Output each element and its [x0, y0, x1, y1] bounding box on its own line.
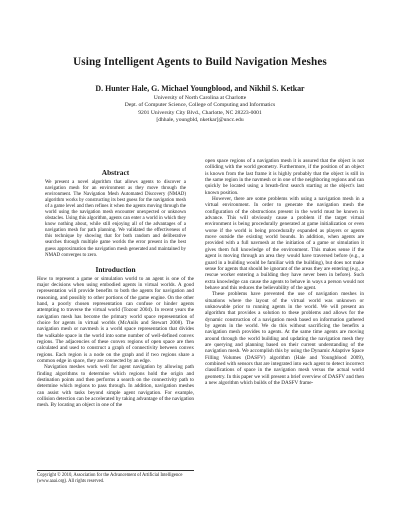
introduction-heading: Introduction [95, 264, 136, 274]
paper-title: Using Intelligent Agents to Build Navigation Meshes [73, 56, 327, 68]
affiliation-line: 9201 University City Blvd., Charlotte, NC 28223-0001 [138, 109, 262, 116]
body-paragraph: However, there are some problems with using a navigation mesh in a virtual environment. In order to generate the navigation mesh the configuration of the obstructions present in the world must be known in advance. This will obviously cause a problem if the target virtual environment is being procedurally generated at game initialization or even worse if the world is being procedurally expanded as players or agents move outside the existing world bounds. In addition, when agents are provided with a full navmesh at the initiation of a game or simulation it gives them full knowledge of the environment. This makes sense if the agent is moving through an area they would have traversed before (e.g., a guard in a building would be familiar with the building), but does not make sense for agents that should be ignorant of the areas they are entering (e.g., a rescue worker entering a building they have never been in before). Such extra knowledge can cause the agents to behave in ways a person would not behave and this reduces the believability of the agent. [205, 196, 364, 291]
right-column [205, 158, 364, 386]
body-paragraph: These problems have prevented the use of navigation meshes in situations where the layout of the virtual world was unknown or unknowable prior to running agents in the world. We will present an algorithm that provides a solution to these problems and allows for the dynamic construction of a navigation mesh based on information gathered by agents in the world. We do this without sacrificing the benefits a navigation mesh provides to agents. At the same time agents are moving around through the world building and updating the navigation mesh they are querying and planning based on their current understanding of the navigation mesh. We accomplish this by using the Dynamic Adaptive Space Filling Volumes (DASFV) algorithm (Hale and Youngblood 2009), combined with sensors that are integrated into each agent to detect incorrect classifications of space in the navigation mesh versus the actual world geometry. In this paper we will present a brief overview of DASFV and then a new algorithm which builds of the DASFV frame- [205, 291, 364, 387]
author-emails: [dhhale, youngbld, nketkar]@uncc.edu [156, 116, 244, 123]
abstract-heading: Abstract [101, 168, 130, 177]
intro-paragraph: How to represent a game or simulation world to an agent is one of the major decisions when using embodied agents in virtual worlds. A good representation will provide benefits to both the agents for navigation and reasoning, and possibly to other portions of the game engine. On the other hand, a poorly chosen representation can confuse or hinder agents attempting to traverse the virtual world (Tozour 2004). In recent years the navigation mesh has become the primary world space representation of choice for agents in virtual worlds (McAnils and Stewart 2008). The navigation mesh or navmesh is a world space representation that divides the walkable space in the world into some number of well-defined convex regions. The adjacencies of these convex regions of open space are then calculated and used to construct a graph of connectivity between convex regions. Each region is a node on the graph and if two regions share a common edge in space, they are connected by an edge. [37, 275, 194, 365]
affiliation-line: University of North Carolina at Charlotte [153, 95, 247, 101]
intro-paragraph: Navigation meshes work well for agent navigation by allowing path finding algorithms to determine which regions hold the origin and destination points and then performs a search on the connectivity path to determine which regions to pass through. In addition, navigation meshes can assist with tasks beyond simple agent navigation. For example, collision detection can be accelerated by taking advantage of the navigation mesh. By locating an object in one of the [37, 364, 195, 409]
affiliation-block [0, 95, 400, 124]
left-column [37, 158, 194, 409]
abstract-text: We present a novel algorithm that allows agents to discover a navigation mesh for an environment as they move through the environment. The Navigation Mesh Automated Discovery (NMAD) algorithm works by constructing its best guess for the navigation mesh of a game level and then refines it when the agents moving through the world using the navigation mesh encounter unexpected or unknown obstacles. Using this algorithm, agents can enter a world in which they know nothing about, while still enjoying all of the advantages of a navigation mesh for path planning. We validated the effectiveness of this technique by showing that for both random and deliberative searches through multiple game worlds the error present in the best guess approximation the navigation mesh generated and maintained by NMAD converges to zero. [45, 180, 186, 258]
body-paragraph: open space regions of a navigation mesh it is assured that the object is not colliding with the world geometry. Furthermore, if the position of an object is known from the last frame it is highly probably that the object is still in the same region in the navmesh or in one of the neighboring regions and can quickly be located using a breath-first search starting at the object's last known position. [205, 158, 364, 196]
copyright-footnote: Copyright © 2010, Association for the Advancement of Artificial Intelligence (www.aaai.org). All rights reserved. [37, 470, 194, 484]
paper-authors: D. Hunter Hale, G. Michael Youngblood, and Nikhil S. Ketkar [95, 84, 305, 93]
affiliation-line: Dept. of Computer Science, College of Computing and Informatics [124, 102, 276, 109]
